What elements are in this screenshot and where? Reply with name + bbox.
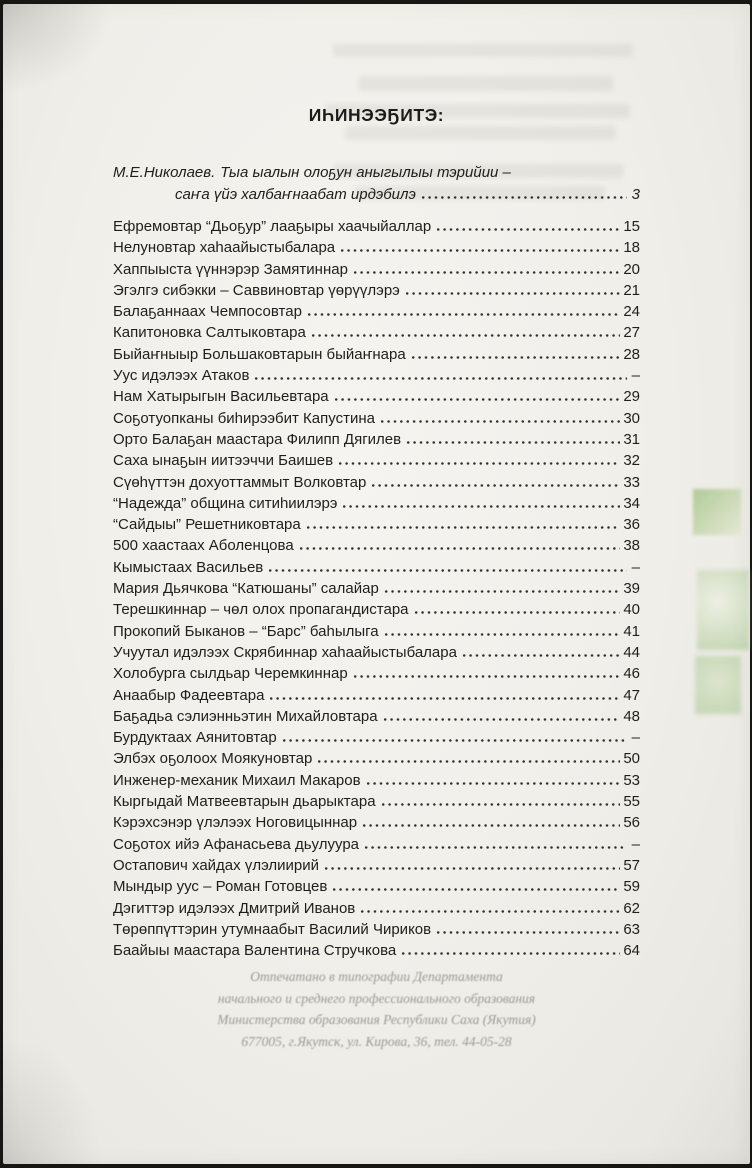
toc-entry — [113, 599, 640, 620]
toc-entry — [113, 685, 640, 706]
page-number: 34 — [623, 494, 640, 512]
page-number: 20 — [623, 260, 640, 278]
page-number: 56 — [623, 814, 640, 832]
page-number: 57 — [623, 856, 640, 874]
page-number: 33 — [623, 473, 640, 491]
dot-leader — [413, 611, 621, 614]
toc-lead-author: М.Е.Николаев. — [113, 164, 216, 181]
print-through-image-ghost — [697, 570, 749, 650]
toc-entry — [113, 472, 640, 493]
toc-entry-title: Ефремовтар “Дьоҕур” лааҕыры хаачыйаллар — [113, 218, 432, 235]
toc-entry — [113, 408, 640, 429]
toc-entry — [113, 663, 640, 684]
toc-entry-title: Балаҕаннаах Чемпосовтар — [113, 303, 302, 321]
page-number: 40 — [623, 601, 640, 619]
toc-entry-title: Саха ынаҕын иитээччи Баишев — [113, 452, 334, 470]
toc-entry-title: Терешкиннар – чөл олох пропагандистара — [113, 601, 409, 619]
dot-leader — [316, 760, 620, 763]
toc-entry-title: Уус идэлээх Атаков — [113, 367, 250, 385]
toc-entry — [113, 493, 640, 514]
dot-leader — [383, 633, 621, 636]
toc-entry-title: Соҕотох ийэ Афанасьева дьулуура — [113, 835, 359, 853]
dot-leader — [405, 441, 620, 444]
toc-entry-title: “Надежда” община ситиһиилэрэ — [113, 494, 338, 512]
toc-entry — [113, 450, 640, 471]
page-number: 32 — [623, 452, 640, 470]
toc-entry-title: Кыргыдай Матвеевтарын дьарыктара — [113, 793, 376, 811]
dot-leader — [298, 547, 621, 550]
print-through-colophon — [3, 966, 750, 1052]
colophon-line: Отпечатано в типографии Департамента — [250, 969, 503, 984]
toc-entry — [113, 876, 640, 897]
toc-entry — [113, 216, 640, 237]
toc-lead-entry-line1 — [113, 162, 640, 184]
page-number: 55 — [623, 793, 640, 811]
dot-leader — [410, 356, 621, 359]
dot-leader — [352, 271, 620, 274]
dot-leader — [404, 292, 620, 295]
dot-leader — [363, 846, 627, 849]
colophon-line: Министерства образования Республики Саха (Якутия) — [217, 1012, 536, 1027]
toc-entry — [113, 301, 640, 322]
toc-entry-title: Кымыстаах Васильев — [113, 558, 264, 576]
toc-entry-title: Эгэлгэ сибэкки – Саввиновтар үөрүүлэрэ — [113, 281, 400, 299]
toc-entry-title: Капитоновка Салтыковтара — [113, 324, 306, 342]
page-number: – — [631, 835, 640, 853]
toc-entry-title: Инженер-механик Михаил Макаров — [113, 771, 361, 789]
dot-leader — [310, 334, 621, 337]
toc-entry — [113, 919, 640, 940]
dot-leader — [305, 526, 621, 529]
page-number: 18 — [623, 239, 640, 257]
toc-entry — [113, 642, 640, 663]
toc-entry-title: Бурдуктаах Аянитовтар — [113, 729, 277, 747]
dot-leader — [382, 718, 621, 721]
page-number: 31 — [623, 430, 640, 448]
toc-entry-title: 500 хаастаах Аболенцова — [113, 537, 294, 555]
page-number: 63 — [623, 920, 640, 938]
toc-lead-title-line2: саҥа үйэ халбаҥнаабат ирдэбилэ — [175, 186, 416, 203]
toc-entry-title: Соҕотуопканы биһирээбит Капустина — [113, 409, 375, 427]
toc-entry-title: Баайыы маастара Валентина Стручкова — [113, 942, 397, 960]
page-number: 47 — [623, 686, 640, 704]
dot-leader — [337, 462, 620, 465]
page-number: – — [631, 729, 640, 747]
toc-entry — [113, 344, 640, 365]
toc-entry-title: Анаабыр Фадеевтара — [113, 686, 265, 704]
dot-leader — [331, 888, 620, 891]
toc-entry-list — [113, 216, 640, 961]
toc-entry — [113, 557, 640, 578]
toc-entry-title: Баҕадьа сэлиэнньэтин Михайловтара — [113, 707, 378, 725]
dot-leader — [435, 228, 620, 231]
dot-leader — [359, 910, 620, 913]
print-through-image-ghost — [695, 656, 741, 714]
contents-heading: ИҺИНЭЭҔИТЭ: — [308, 105, 445, 125]
toc-entry-title: Сүөһүттэн дохуоттаммыт Волковтар — [113, 473, 367, 491]
toc-entry — [113, 280, 640, 301]
page-content — [113, 104, 640, 961]
page-number: 62 — [623, 899, 640, 917]
page-number: 41 — [623, 622, 640, 640]
toc-lead-entry-line2 — [113, 184, 640, 206]
page-number: 64 — [623, 942, 640, 960]
page-number: – — [631, 367, 640, 385]
dot-leader — [323, 867, 620, 870]
toc-entry — [113, 812, 640, 833]
toc-entry — [113, 429, 640, 450]
toc-entry — [113, 386, 640, 407]
page-number: – — [631, 558, 640, 576]
dot-leader — [267, 569, 627, 572]
toc-entry — [113, 727, 640, 748]
toc-entry-title: Быйаҥныыр Большаковтарын быйаҥнара — [113, 345, 406, 363]
toc-entry-title: Холобурга сылдьар Черемкиннар — [113, 665, 348, 683]
dot-leader — [253, 377, 627, 380]
toc-entry — [113, 791, 640, 812]
dot-leader — [380, 803, 621, 806]
toc-entry — [113, 259, 640, 280]
dot-leader — [281, 739, 627, 742]
toc-entry-title: Орто Балаҕан маастара Филипп Дягилев — [113, 430, 402, 448]
page-number: 46 — [623, 665, 640, 683]
dot-leader — [461, 654, 620, 657]
page-number: 29 — [623, 388, 640, 406]
print-through-ghost — [333, 44, 633, 57]
page-number: 38 — [623, 537, 640, 555]
toc-entry-title: Хаппыыста үүннэрэр Замятиннар — [113, 260, 348, 278]
dot-leader — [339, 249, 620, 252]
scanned-book-page — [3, 4, 750, 1164]
colophon-line: 677005, г.Якутск, ул. Кирова, 36, тел. 44-05-28 — [241, 1033, 512, 1049]
page-number: 27 — [623, 324, 640, 342]
scan-corner-shadow — [3, 1034, 103, 1164]
toc-entry-title: Элбэх оҕолоох Моякуновтар — [113, 750, 313, 768]
dot-leader — [306, 313, 620, 316]
dot-leader — [365, 782, 621, 785]
toc-entry — [113, 621, 640, 642]
toc-entry — [113, 770, 640, 791]
toc-entry-title: “Сайдыы” Решетниковтара — [113, 516, 301, 534]
dot-leader — [341, 505, 620, 508]
toc-entry — [113, 834, 640, 855]
toc-entry-title: Кэрэхсэнэр үлэлээх Ноговицыннар — [113, 814, 358, 832]
toc-entry — [113, 898, 640, 919]
dot-leader — [435, 931, 620, 934]
toc-entry — [113, 514, 640, 535]
page-number: 28 — [623, 345, 640, 363]
print-through-ghost — [358, 76, 613, 91]
page-number: 44 — [623, 643, 640, 661]
toc-entry — [113, 322, 640, 343]
colophon-line: начального и среднего профессионального образования — [217, 990, 536, 1006]
dot-leader — [420, 196, 627, 199]
page-number: 39 — [623, 580, 640, 598]
page-number: 48 — [623, 707, 640, 725]
dot-leader — [379, 420, 620, 423]
page-number: 36 — [623, 516, 640, 534]
toc-entry-title: Учуутал идэлээх Скрябиннар хаһаайыстыбалара — [113, 643, 457, 661]
toc-entry-title: Дэгиттэр идэлээх Дмитрий Иванов — [113, 899, 356, 917]
toc-entry — [113, 365, 640, 386]
dot-leader — [268, 697, 620, 700]
page-number: 50 — [623, 750, 640, 768]
scan-corner-shadow — [3, 4, 113, 94]
toc-entry-title: Нам Хатырыгын Васильевтара — [113, 388, 329, 406]
page-number: 53 — [623, 771, 640, 789]
toc-entry-title: Мария Дьячкова “Катюшаны” салайар — [113, 580, 379, 598]
toc-entry-title: Остапович хайдах үлэлиирий — [113, 856, 320, 874]
toc-entry — [113, 578, 640, 599]
toc-entry-title: Нелуновтар хаһаайыстыбалара — [113, 239, 336, 257]
page-number: 15 — [623, 218, 640, 235]
page-number: 3 — [631, 186, 640, 203]
print-through-image-ghost — [693, 489, 741, 535]
dot-leader — [333, 398, 621, 401]
toc-entry — [113, 748, 640, 769]
toc-lead-title-line1: Тыа ыалын олоҕун аныгылыы тэрийии – — [220, 164, 511, 181]
dot-leader — [400, 952, 620, 955]
toc-entry-title: Төрөппүттэрин утумнаабыт Василий Чириков — [113, 920, 432, 938]
toc-entry-title: Мындыр уус – Роман Готовцев — [113, 878, 328, 896]
page-number: 21 — [623, 281, 640, 299]
page-number: 24 — [623, 303, 640, 321]
toc-entry — [113, 237, 640, 258]
toc-entry — [113, 535, 640, 556]
dot-leader — [383, 590, 621, 593]
toc-entry — [113, 855, 640, 876]
toc-entry — [113, 940, 640, 961]
table-of-contents — [113, 162, 640, 961]
dot-leader — [361, 824, 620, 827]
toc-entry-title: Прокопий Быканов – “Барс” баһылыга — [113, 622, 379, 640]
page-number: 59 — [623, 878, 640, 896]
page-number: 30 — [623, 409, 640, 427]
dot-leader — [352, 675, 621, 678]
dot-leader — [370, 484, 620, 487]
toc-entry — [113, 706, 640, 727]
